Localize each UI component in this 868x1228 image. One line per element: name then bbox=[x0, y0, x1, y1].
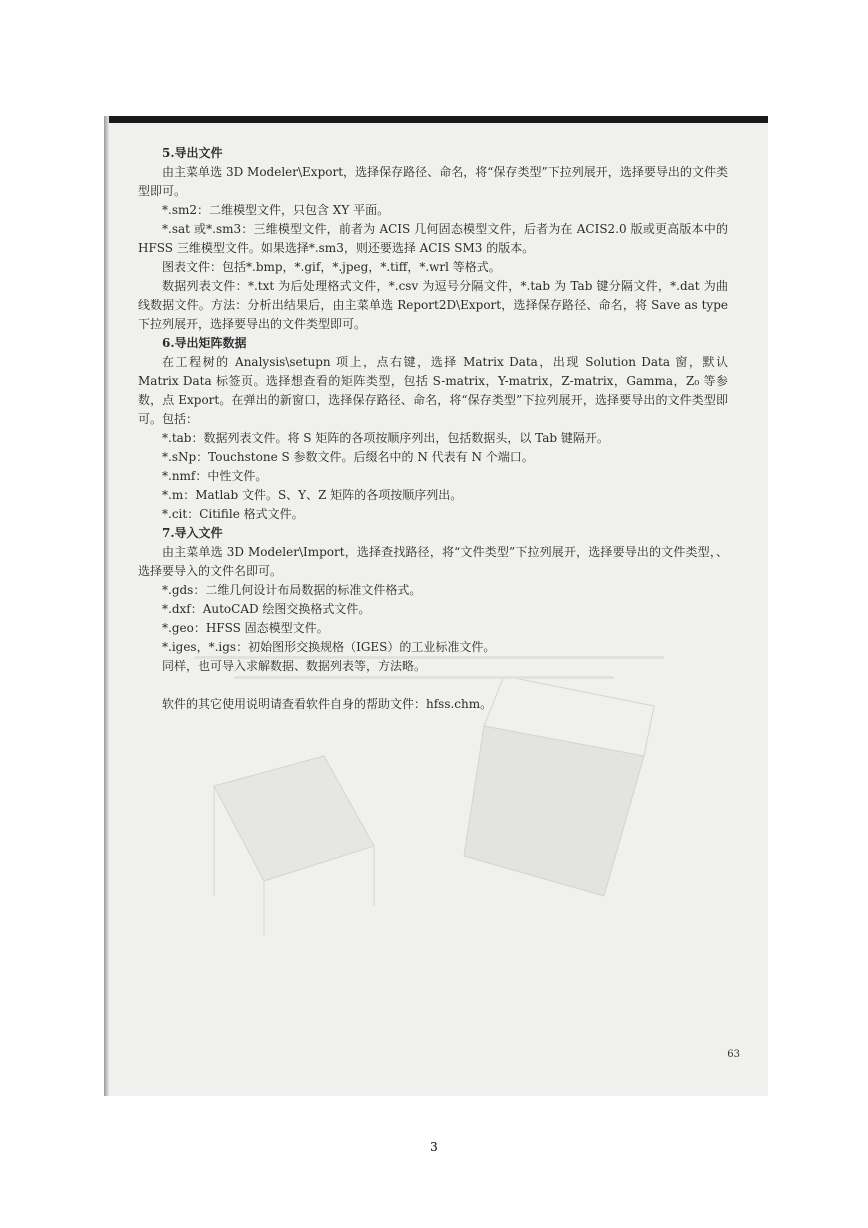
scanned-page bbox=[104, 116, 768, 1096]
paragraph: 数据列表文件：*.txt 为后处理格式文件，*.csv 为逗号分隔文件，*.tab 为 Tab 键分隔文件，*.dat 为曲线数据文件。方法：分析出结果后，由主菜单选 Report2D\Export，选择保存路径、命名，将 Save as type 下拉列展开，选择要导出的文件类型即可。 bbox=[138, 279, 728, 331]
list-item: *.gds：二维几何设计布局数据的标准文件格式。 bbox=[162, 583, 422, 597]
section-import-files bbox=[138, 524, 728, 676]
list-item: 图表文件：包括*.bmp，*.gif，*.jpeg，*.tiff，*.wrl 等格式。 bbox=[162, 260, 501, 274]
page-number: 3 bbox=[430, 1140, 438, 1154]
spacer bbox=[138, 676, 728, 695]
scan-shadow-top bbox=[104, 116, 768, 123]
list-item: *.sm2：二维模型文件，只包含 XY 平面。 bbox=[162, 203, 390, 217]
list-item: 同样，也可导入求解数据、数据列表等，方法略。 bbox=[162, 659, 427, 673]
section-export-files bbox=[138, 144, 728, 334]
document-body bbox=[138, 144, 728, 714]
list-item: *.tab：数据列表文件。将 S 矩阵的各项按顺序列出，包括数据头，以 Tab 键隔开。 bbox=[162, 431, 609, 445]
list-item: *.geo：HFSS 固态模型文件。 bbox=[162, 621, 329, 635]
section-heading: 6.导出矩阵数据 bbox=[162, 336, 247, 350]
paragraph: *.sat 或*.sm3：三维模型文件，前者为 ACIS 几何固态模型文件，后者为在 ACIS2.0 版或更高版本中的 HFSS 三维模型文件。如果选择*.sm3，则还要选择 ACIS SM3 的版本。 bbox=[138, 222, 728, 255]
list-item: *.sNp：Touchstone S 参数文件。后缀名中的 N 代表有 N 个端口。 bbox=[162, 450, 534, 464]
list-item: *.m：Matlab 文件。S、Y、Z 矩阵的各项按顺序列出。 bbox=[162, 488, 463, 502]
paragraph: 由主菜单选 3D Modeler\Export，选择保存路径、命名，将“保存类型”下拉列展开，选择要导出的文件类型即可。 bbox=[138, 165, 728, 198]
section-heading: 7.导入文件 bbox=[162, 526, 223, 540]
list-item: *.nmf：中性文件。 bbox=[162, 469, 268, 483]
list-item: *.dxf：AutoCAD 绘图交换格式文件。 bbox=[162, 602, 371, 616]
paragraph: 由主菜单选 3D Modeler\Import，选择查找路径，将“文件类型”下拉列展开，选择要导出的文件类型，、选择要导入的文件名即可。 bbox=[138, 545, 728, 578]
section-heading: 5.导出文件 bbox=[162, 146, 223, 160]
scan-shadow-left bbox=[104, 116, 109, 1096]
inner-page-number: 63 bbox=[727, 1049, 740, 1060]
paragraph: 在工程树的 Analysis\setupn 项上，点右键，选择 Matrix Data，出现 Solution Data 窗，默认 Matrix Data 标签页。选择想查看的矩阵类型，包括 S-matrix，Y-matrix，Z-matrix，Gamma，Z₀ 等参数，点 Export。在弹出的新窗口，选择保存路径、命名，将“保存类型”下拉列展开，选择要导出的文件类型即可。包括： bbox=[138, 355, 728, 426]
list-item: *.iges，*.igs：初始图形交换规格（IGES）的工业标准文件。 bbox=[162, 640, 496, 654]
section-export-matrix bbox=[138, 334, 728, 524]
closing-note: 软件的其它使用说明请查看软件自身的帮助文件：hfss.chm。 bbox=[162, 697, 493, 711]
list-item: *.cit：Citifile 格式文件。 bbox=[162, 507, 304, 521]
